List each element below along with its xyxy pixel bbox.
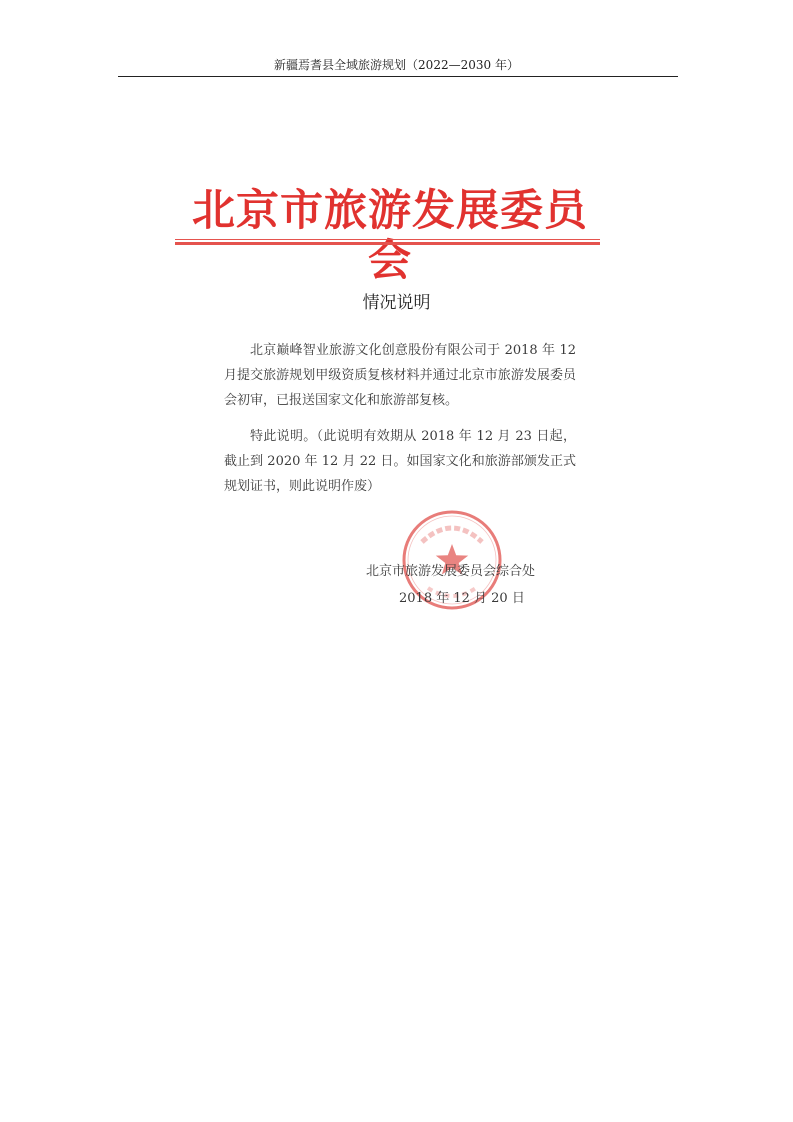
paragraph-text: 特此说明。（此说明有效期从 2018 年 12 月 23 日起，截止到 2020 年 12 月 22 日。如国家文化和旅游部颁发正式规划证书，则此说明作废） bbox=[224, 429, 576, 494]
signature-organization-text: 北京市旅游发展委员会综合处 bbox=[366, 564, 536, 579]
letterhead-divider-thick bbox=[175, 242, 600, 245]
letterhead-divider-thin bbox=[175, 239, 600, 240]
signature-date-text: 2018 年 12 月 20 日 bbox=[399, 591, 525, 606]
paragraph-text: 北京巅峰智业旅游文化创意股份有限公司于 2018 年 12 月提交旅游规划甲级资质复核材料并通过北京市旅游发展委员会初审，已报送国家文化和旅游部复核。 bbox=[224, 343, 576, 408]
body-paragraph-2 bbox=[224, 424, 576, 499]
header-divider bbox=[118, 76, 678, 77]
document-title: 情况说明 bbox=[362, 293, 431, 313]
body-paragraph-1 bbox=[224, 338, 576, 413]
running-header: 新疆焉耆县全域旅游规划（2022—2030 年） bbox=[274, 58, 519, 72]
letterhead-title: 北京市旅游发展委员会 bbox=[192, 186, 588, 286]
